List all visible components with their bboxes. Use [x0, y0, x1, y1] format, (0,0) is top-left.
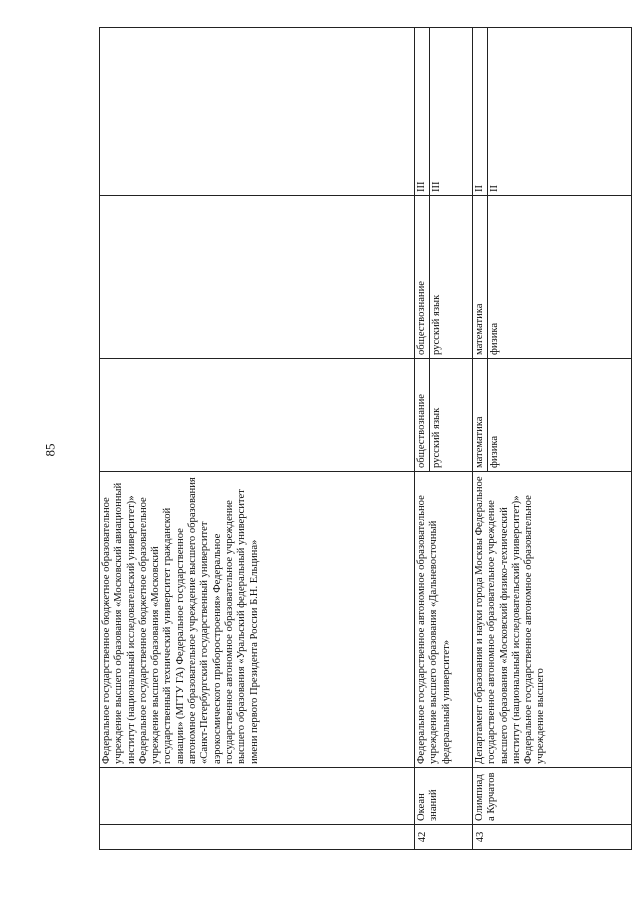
profile-item: математика [473, 359, 488, 471]
row-number: 43 [473, 825, 632, 850]
level-item: II [489, 184, 501, 192]
subject-cell [473, 196, 632, 359]
olympiad-table [99, 27, 632, 850]
organizers: Федеральное государственное автономное образовательное учреждение высшего образования «Дальневосточный федеральный университет» [415, 472, 473, 768]
page-number: 85 [42, 443, 58, 457]
olympiad-name [100, 768, 415, 825]
olympiad-name: Океан знаний [415, 768, 473, 825]
organizers: Федеральное государственное бюджетное образовательное учреждение высшего образования «Московский авиационный институт (национальный исследовательский университет)» Федеральное государственное бюджетное образовательное учреждение высшего образования «Московский государственный технический университет гражданской авиации» (МГТУ ГА) Федеральное государственное автономное образовательное учреждение высшего образования «Санкт-Петербургский государственный университет аэрокосмического приборостроения» Федеральное государственное автономное образовательное учреждение высшего образования «Уральский федеральный университет имени первого Президента России Б.Н. Ельцина» [100, 472, 415, 768]
row-number: 42 [415, 825, 473, 850]
level-cell [415, 28, 473, 196]
table-row [100, 28, 415, 850]
subject-cell [100, 196, 415, 359]
subject-item: обществознание [415, 196, 430, 358]
profile-item: русский язык [431, 407, 443, 468]
level-cell [473, 28, 632, 196]
subject-item: математика [473, 196, 488, 358]
profile-cell [100, 359, 415, 472]
level-item: III [415, 28, 430, 195]
rotated-table-wrapper [99, 28, 631, 850]
organizers: Департамент образования и науки города Москвы Федеральное государственное автономное образовательное учреждение высшего образования «Московский физико-технический институт (национальный исследовательский университет)» Федеральное государственное автономное образовательное учреждение высшего [473, 472, 632, 768]
subject-item: физика [489, 322, 501, 355]
level-cell [100, 28, 415, 196]
profile-cell [473, 359, 632, 472]
subject-item: русский язык [431, 294, 443, 355]
profile-cell [415, 359, 473, 472]
profile-item: обществознание [415, 359, 430, 471]
level-item: III [431, 181, 443, 192]
table-row [473, 28, 632, 850]
table-row [415, 28, 473, 850]
row-number [100, 825, 415, 850]
olympiad-name: Олимпиада Курчатов [473, 768, 632, 825]
profile-item: физика [489, 435, 501, 468]
subject-cell [415, 196, 473, 359]
level-item: II [473, 28, 488, 195]
